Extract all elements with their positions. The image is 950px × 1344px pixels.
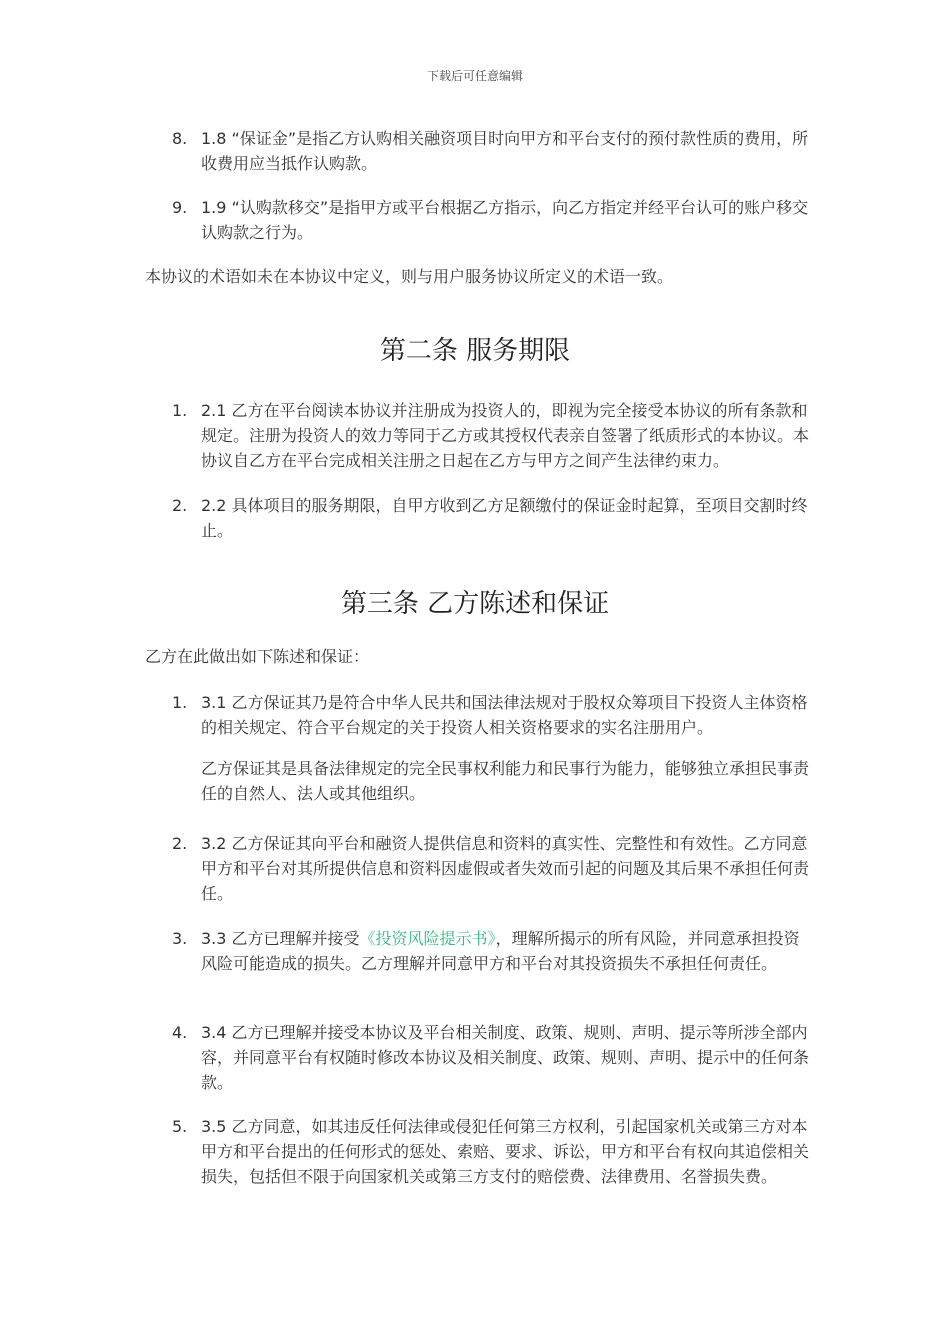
list-text — [201, 926, 812, 976]
list-number: 1. — [172, 693, 188, 712]
list-text-start: 3.3 乙方已理解并接受 — [201, 929, 360, 948]
list-number: 2. — [172, 834, 188, 853]
list-text: 3.4 乙方已理解并接受本协议及平台相关制度、政策、规则、声明、提示等所涉全部内容，并同意平台有权随时修改本协议及相关制度、政策、规则、声明、提示中的任何条款。 — [201, 1023, 810, 1092]
header-note: 下载后可任意编辑 — [426, 69, 523, 83]
list-subparagraph: 乙方保证其是具备法律规定的完全民事权利能力和民事行为能力，能够独立承担民事责任的自然人、法人或其他组织。 — [201, 759, 810, 803]
list-item — [172, 926, 812, 976]
list-text: 1.9 “认购款移交”是指甲方或平台根据乙方指示，向乙方指定并经平台认可的账户移交认购款之行为。 — [201, 198, 809, 242]
list-number: 1. — [172, 401, 188, 420]
list-number: 3. — [172, 929, 188, 948]
list-text: 3.5 乙方同意，如其违反任何法律或侵犯任何第三方权利，引起国家机关或第三方对本甲方和平台提出的任何形式的惩处、索赔、要求、诉讼，甲方和平台有权向其追偿相关损失，包括但不限于向国家机关或第三方支付的赔偿费、法律费用、名誉损失费。 — [201, 1117, 810, 1186]
list-number: 5. — [172, 1117, 188, 1136]
list-item — [172, 493, 812, 543]
list-text-end: ，理解所揭示的所有风险，并同意承担投资风险可能造成的损失。乙方理解并同意甲方和平台对其投资损失不承担任何责任。 — [201, 929, 800, 973]
list-item — [172, 831, 812, 906]
list-item — [172, 126, 812, 176]
terms-paragraph: 本协议的术语如未在本协议中定义，则与用户服务协议所定义的术语一致。 — [145, 267, 674, 286]
list-item — [172, 1020, 812, 1095]
list-item — [172, 398, 812, 473]
list-number: 8. — [172, 129, 188, 148]
list-text: 1.8 “保证金”是指乙方认购相关融资项目时向甲方和平台支付的预付款性质的费用，所收费用应当抵作认购款。 — [201, 129, 809, 173]
list-item — [172, 690, 812, 806]
list-text: 2.2 具体项目的服务期限，自甲方收到乙方足额缴付的保证金时起算，至项目交割时终止。 — [201, 496, 808, 540]
list-item — [172, 195, 812, 245]
risk-notice-link[interactable]: 《投资风险提示书》 — [359, 929, 496, 948]
section-3-title: 第三条 乙方陈述和保证 — [340, 589, 610, 619]
list-item — [172, 1114, 812, 1189]
list-number: 9. — [172, 198, 188, 217]
list-number: 4. — [172, 1023, 188, 1042]
list-text: 3.1 乙方保证其乃是符合中华人民共和国法律法规对于股权众筹项目下投资人主体资格的相关规定、符合平台规定的关于投资人相关资格要求的实名注册用户。 — [201, 693, 808, 737]
list-number: 2. — [172, 496, 188, 515]
section-3-intro: 乙方在此做出如下陈述和保证： — [145, 647, 370, 666]
section-2-title: 第二条 服务期限 — [379, 336, 571, 366]
list-text: 3.2 乙方保证其向平台和融资人提供信息和资料的真实性、完整性和有效性。乙方同意甲方和平台对其所提供信息和资料因虚假或者失效而引起的问题及其后果不承担任何责任。 — [201, 834, 810, 903]
list-text: 2.1 乙方在平台阅读本协议并注册成为投资人的，即视为完全接受本协议的所有条款和规定。注册为投资人的效力等同于乙方或其授权代表亲自签署了纸质形式的本协议。本协议自乙方在平台完成相关注册之日起在乙方与甲方之间产生法律约束力。 — [201, 401, 810, 470]
